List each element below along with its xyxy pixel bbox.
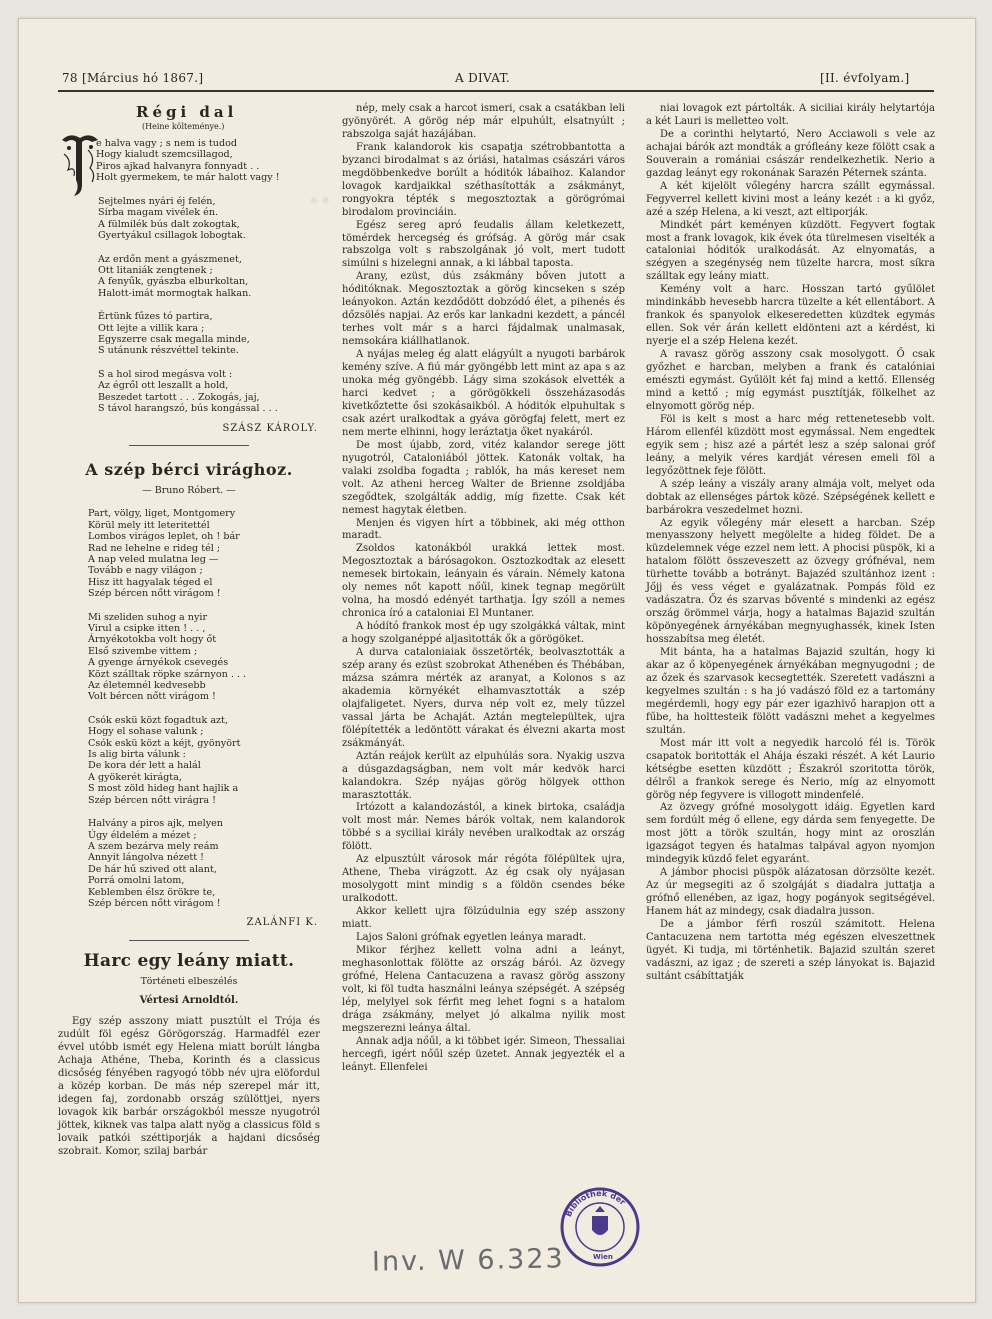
story-subtitle: Történeti elbeszélés (140, 976, 238, 988)
verse-line: e halva vagy ; s nem is tudod (96, 138, 238, 149)
verse-line: S a hol sirod megásva volt : (98, 368, 233, 380)
verse-line: Is alig birta válunk : (88, 749, 186, 761)
story-paragraph: Az egyik vőlegény már elesett a harcban. Szép menyasszony helyett megölelte a hideg földet. De a küzdelemnek vége ezzel nem lett. A phocisi püspök, ki a hatalom fölött összeveszett az özvegy grófnéval, nem türhette tovább a botrányt. Bajazéd szultánhoz izent : Jőjj és vess véget e gyalázatnak. Pompás föld ez vadászatra. Őz és szarvas bőventé s mindenki az egész ország örömmel várja, hogy a hatalmas Bajazid szultán köpönyegének árnyékában megnyughassék, kinek Isten hosszabítsa meg életét. (646, 517, 935, 646)
verse-line: A gyenge árnyékok csevegés (88, 657, 229, 669)
volume-label: [II. évfolyam.] (820, 71, 910, 85)
story-paragraph: Egész sereg apró feudalis állam keletkezett, tömérdek hercegség és grófság. A görög már csak rabszolga volt s rabszolgának jó volt, mert tudott simúlni s hizelegni annak, a ki lábbal taposta. (342, 219, 625, 270)
story-paragraph: De a jámbor férfi roszúl számitott. Helena Cantacuzena nem tartotta még egészen elveszettnek ügyét. Ki tudja, mi történhetik. Bajazid szultán szeret vadászni, az igaz ; de szereti a szép lányokat is. Bajazid sultánt csábíttatják (646, 919, 935, 982)
verse-line: Hogy el sohase valunk ; (88, 726, 204, 738)
verse-line: Sírba magam vivélek én. (98, 207, 219, 219)
verse-line: Csók eskü közt fogadtuk azt, (88, 714, 228, 726)
verse-line: Szép bércen nőtt virágom ! (88, 897, 221, 909)
story-paragraph: A ravasz görög asszony csak mosolygott. Ő csak győzhet e harcban, melyben a frank és catalóniai emészti egymást. Gyűlölt két faj mind a kettő. Ellenség mind a kettő ; míg egymást pusztítják, fölkelhet az elnyomott görög nép. (646, 349, 935, 412)
story-paragraph: Frank kalandorok kis csapatja szétrobbantotta a byzanci birodalmat s az óriási, hatalmas császári város megdöbbenkedve borúlt a hóditók lábaihoz. Kalandor lovagok kardjaikkal széthasították a zsákmányt, rongyokra tépték s megosztoztak a görögrómai birodalom provinciáin. (342, 141, 625, 218)
story-paragraph: Arany, ezüst, dús zsákmány bőven jutott a hóditóknak. Megosztoztak a görög kincseken s szép leányokon. Aztán kezdődött dobzódó élet, a pihenés és dőzsölés napjai. Az erős kar lankadni kezdett, a páncél terhes volt már s a harci fájdalmak unalmasak, nemsokára kiállhatlanok. (342, 271, 625, 348)
story-text-col1 (58, 1016, 320, 1158)
story-paragraph: Mit bánta, ha a hatalmas Bajazid szultán, hogy ki akar az ő köpenyegének árnyékában megnyugodni ; de az őzek és szarvasok kecsegtették. Szeretett vadászni a kegyelmes szultán : s ha jó vadászó föld ez a tartomány megérdemli, hogy egy pár ezer igazhivő harapjon ott a fűbe, ha holttesteik fölött vadászni mehet a kegyelmes szultán. (646, 647, 935, 736)
library-stamp (559, 1186, 641, 1268)
story-paragraph: A hódító frankok most ép ugy szolgákká váltak, mint a hogy szolganéppé aljasitották ők a görögöket. (342, 621, 625, 646)
verse-line: Szép bércen nőtt virágom ! (88, 588, 221, 600)
poem-author: ZALÁNFI K. (246, 917, 318, 929)
verse-line: Porrá omolni latom, (88, 875, 185, 887)
verse-line: Lombos virágos leplet, oh ! bár (88, 531, 240, 543)
story-paragraph: De most újabb, zord, vitéz kalandor serege jött nyugotról, Cataloniából jöttek. Katonák voltak, ha valaki zsoldba fogadta ; rablók, ha más kereset nem volt. Az atheni herceg Walter de Brienne zsoldjába szegődtek, szolgálták addig, míg fizette. Csak két nemest hagytak életben. (342, 439, 625, 516)
verse-line: Az erdőn ment a gyászmenet, (98, 253, 242, 265)
verse-line: S utánunk részvéttel tekinte. (98, 345, 239, 357)
poem-subtitle: (Heine költeménye.) (142, 122, 225, 131)
verse-line: Közt szálltak röpke szárnyon . . . (88, 668, 247, 680)
column-middle (342, 103, 625, 1074)
verse-line: Part, völgy, liget, Montgomery (88, 508, 236, 520)
verse-line: Virul a csipke itten ! . . , (88, 623, 206, 635)
story-paragraph: Mindkét párt keményen küzdött. Fegyvert fogtak most a frank lovagok, kik évek óta türelmesen viselték a cataloniai hóditók uralkodását. Az elnyomatás, a szégyen a szegénység nem tüzelte harcra, most síkra szálltak egy leány miatt. (646, 219, 935, 283)
poem-stanza (98, 196, 320, 242)
story-paragraph: Annak adja nőűl, a ki többet igér. Simeon, Thessaliai hercegfi, igért nőűl szép üzetet. Annak jegyezték el a leányt. Ellenfelei (342, 1035, 625, 1073)
section-divider (129, 445, 249, 446)
verse-line: A szem bezárva mely reám (88, 840, 219, 852)
story-paragraph: Egy szép asszony miatt pusztúlt el Trója és zudúlt föl egész Görögország. Harmadfél ezer évvel utóbb ismét egy Helena miatt borúlt lángba Achaja Athéne, Theba, Korinth és a classicus dicsőség fényében ragyogó több név ujra elöfordul a közép korban. De más nép szerepel már itt, idegen faj, zordonabb ország szülöttjei, nyers lovagok kik barbár országokból messze nyugotról jöttek, kiknek vas talpa alatt nyög a classicus föld s lovaik patkói széttiporják a hajdani dicsőség szobrait. Komor, szilaj barbár (58, 1016, 320, 1157)
poem-author: SZÁSZ KÁROLY. (222, 422, 318, 434)
verse-line: Úgy éldelém a mézet ; (88, 829, 197, 841)
verse-line: Árnyékotokba volt hogy őt (88, 634, 217, 646)
poem-stanza (88, 818, 320, 909)
inventory-number: Inv. W 6.323 (371, 1243, 565, 1278)
story-title: Harc egy leány miatt. (83, 951, 295, 972)
verse-line: A nap veled mulatna leg — (88, 553, 219, 565)
stamp-bottom-text: Wien (593, 1253, 613, 1261)
page-number-date: 78 [Március hó 1867.] (62, 71, 204, 85)
poem-regi-dal (58, 138, 320, 415)
story-paragraph: A szép leány a viszály arany almája volt, melyet oda dobtak az ellenséges pártok közé. Szépségének kellett e barbárokra veszedelmet hozni. (646, 478, 935, 516)
ornamental-initial-t-icon (60, 138, 94, 196)
column-left (58, 103, 320, 1159)
poem-title: Régi dal (136, 103, 238, 121)
verse-line: Az égről ott leszallt a hold, (98, 380, 229, 392)
story-paragraph: Akkor kellett ujra fölzúdulnia egy szép asszony miatt. (342, 906, 625, 931)
story-paragraph: A jámbor phocisi püspök alázatosan dörzsölte kezét. Az úr megsegiti az ő szolgáját s diadalra juttatja a grófnő ellenében, az igaz, hogy pogányok segitségével. Hanem hát az mindegy, csak diadalra jusson. (646, 867, 935, 918)
verse-line: Hisz itt hagyalak téged el (88, 576, 213, 588)
verse-line: Beszedet tartott . . . Zokogás, jaj, (98, 391, 260, 403)
story-paragraph: Kemény volt a harc. Hosszan tartó gyűlölet mindinkább hevesebb harcra tüzelte a két ellentábort. A frankok és spanyolok elkeseredetten küzdtek egymás ellen. Sok vér árán kellett eldönteni azt a kérdést, ki nyerje el a szép Helena kezét. (646, 284, 935, 348)
verse-line: De kora dér lett a halál (88, 760, 201, 772)
verse-line: Keblemben élsz örökre te, (88, 886, 216, 898)
story-paragraph: Az özvegy grófné mosolygott idáig. Egyetlen kard sem fordúlt még ő ellene, egy dárda sem fenyegette. De most jött a török szultán, hogy mint az oroszlán igazságot tegyen és hatalmas talpával agyon nyomjon mindegyik küzdő felet egyaránt. (646, 802, 935, 866)
story-paragraph: Most már itt volt a negyedik harcoló fél is. Török csapatok boritották el Ahája északi részét. A két Laurio kétségbe esetten küzdött ; Északról szoritotta török, délről a frankok serege és Nerio, míg az elnyomott görög nép fegyvere is villogott mindenfelé. (646, 737, 935, 801)
story-paragraph: Menjen és vigyen hírt a többinek, aki még otthon maradt. (342, 517, 625, 542)
story-paragraph: Mikor férjhez kellett volna adni a leányt, meghasonlottak fölötte az ország bárói. Az özvegy grófné, Helena Cantacuzena a ravasz görög asszony volt, ki föl tudta használni leánya szépségét. A szépség lép, melylyel sok férfit meg lehet fogni s a hatalom drága zsákmány, melyet jó alkalma nyilik most megszerezni leánya által. (342, 944, 625, 1034)
verse-line: Holt gyermekem, te már halott vagy ! (96, 172, 280, 184)
verse-line: Gyertyákul csillagok lobogtak. (98, 230, 246, 242)
verse-line: Csók eskü közt a kéjt, gyönyört (88, 737, 241, 749)
verse-line: Első szivembe vittem ; (88, 645, 198, 657)
verse-line: A fülmilék bús dalt zokogtak, (98, 218, 240, 230)
poem-stanza (88, 612, 320, 703)
poem-stanza (98, 254, 320, 300)
verse-line: Volt bércen nőtt virágom ! (88, 691, 216, 703)
verse-line: Körül mely itt leteritettél (88, 519, 210, 531)
verse-line: Halvány a piros ajk, melyen (88, 818, 223, 830)
poem-szep-berci (58, 508, 320, 909)
verse-line: Hogy kialudt szemcsillagod, (96, 149, 233, 161)
column-right (646, 103, 935, 984)
verse-line: De hár hű szived ott alant, (88, 863, 217, 875)
verse-line: Szép bércen nőtt virágra ! (88, 794, 217, 806)
story-paragraph: Aztán reájok került az elpuhúlás sora. Nyakig uszva a dúsgazdagságban, nem volt már kedvök harci kalandokra. Szép nyájas görög hölgyek otthon marasztották. (342, 750, 625, 801)
section-divider (129, 940, 249, 941)
story-paragraph: Zsoldos katonákból urakká lettek most. Megosztoztak a bárósagokon. Osztozkodtak az elesett nemesek birtokain, leányain és várain. Némely katona oly nemes nőt kapott nőűl, kinek tegnap megörült volna, ha mosdó edényét tarthatja. Így szóll a nemes chronica író a cataloniai El Muntaner. (342, 543, 625, 620)
verse-line: Ott lejte a villik kara ; (98, 322, 205, 334)
poem-subtitle: — Bruno Róbert. — (142, 485, 236, 497)
poem-stanza (88, 508, 320, 599)
story-author: Vértesi Arnoldtól. (139, 995, 239, 1007)
story-paragraph: niai lovagok ezt pártolták. A siciliai király helytartója a két Lauri is melletteo volt. (646, 103, 935, 127)
poem-title: A szép bérci virághoz. (85, 460, 293, 480)
verse-line: Értünk fűzes tó partira, (98, 311, 213, 323)
verse-line: A gyökerét kirágta, (88, 771, 182, 783)
verse-line: Egyszerre csak megalla minde, (98, 334, 250, 346)
show-through-ghost: .. (308, 172, 332, 212)
stamp-top-text: Bibliothek der (563, 1188, 628, 1219)
verse-line: S most zöld hideg hant hajlik a (88, 783, 239, 795)
story-paragraph: De a corinthi helytartó, Nero Acciawoli s vele az achajai bárók azt mondták a grófleány keze fölött csak a Souverain a romániai császár rendelkezhetik. Nerio a gazdag leányt egy rokonának Sarazén Péternek szánta. (646, 128, 935, 179)
story-paragraph: Lajos Saloni grófnak egyetlen leánya maradt. (356, 932, 587, 943)
verse-line: Sejtelmes nyári éj felén, (98, 196, 216, 207)
verse-line: Az életemnél kedvesebb (88, 680, 206, 692)
story-paragraph: A nyájas meleg ég alatt elágyúlt a nyugoti barbárok kemény szíve. A fiú már gyöngébb lett mint az apa s az unoka még gyöngébb. Lágy sima szokások elvették a harci kedvet ; a görögökkeli összeházasodás kivetkőztette ősi szokásaikból. A hóditók elpuhultak s csak azért uralkodtak a gyáva görögfaj felett, mert ez nem merte elhinni, hogy leráztatja őket nyakáról. (342, 349, 625, 438)
story-paragraph: A durva cataloniaiak összetörték, beolvasztották a szép arany és ezüst szobrokat Athenében és Thébában, mázsa számra mérték az aranyat, a Kolonos s az akademia környékét elhamvasztották a szép olajfaligetet. Nyers, durva nép volt ez, mely tűzzel vassal járta be Achaját. Aztán megtelepültek, ujra fölépítették a ledöntött várakat és élvezni akarta most zsákmányát. (342, 647, 625, 749)
poem-stanza (98, 311, 320, 357)
poem-stanza (88, 715, 320, 806)
verse-line: Rad ne lehelne e rideg tél ; (88, 542, 221, 554)
verse-line: A fenyűk, gyászba elburkoltan, (98, 276, 249, 288)
header-rule (58, 90, 934, 92)
verse-line: Annyit lángolva nézett ! (88, 852, 205, 864)
verse-line: Mi szeliden suhog a nyir (88, 611, 208, 623)
verse-line: S távol harangszó, bús kongással . . . (98, 403, 278, 415)
verse-line: Halott-imát mormogtak halkan. (98, 287, 252, 299)
verse-line: Ott litaniák zengtenek ; (98, 265, 213, 277)
story-paragraph: nép, mely csak a harcot ismeri, csak a csatákban leli gyönyörét. A görög nép már elpuhúlt, elsatnyúlt ; rabszolga saját hazájában. (342, 103, 625, 140)
poem-stanza (98, 369, 320, 415)
verse-line: Piros ajkad halvanyra fonnyadt . . (96, 160, 260, 172)
story-paragraph: A két kijelölt vőlegény harcra szállt egymással. Fegyverrel kellett kivini most a leány kezét : a ki győz, azé a szép Helena, a ki veszt, azt eltiporják. (646, 180, 935, 218)
story-paragraph: Föl is kelt s most a harc még rettenetesebb volt. Három ellenfél küzdött most egymással. Nem engedtek egyik sem ; hisz azé a pártét lesz a szép salonai gróf leány, a melyik véres kardját véresen emeli föl a legyőzöttnek feje fölött. (646, 413, 935, 477)
verse-line: Tovább e nagy világon ; (88, 565, 203, 577)
story-paragraph: Az elpusztúlt városok már régóta fölépültek ujra, Athene, Theba virágzott. Az ég csak oly nyájasan mosolygott mint mindig s a földön csendes béke uralkodott. (342, 854, 625, 905)
masthead-title: A DIVAT. (455, 71, 511, 85)
story-paragraph: Irtózott a kalandozástól, a kinek birtoka, családja volt most már. Nemes bárók voltak, nem kalandorok többé s a syciliai király nevében uralkodtak az ország fölött. (342, 802, 625, 853)
